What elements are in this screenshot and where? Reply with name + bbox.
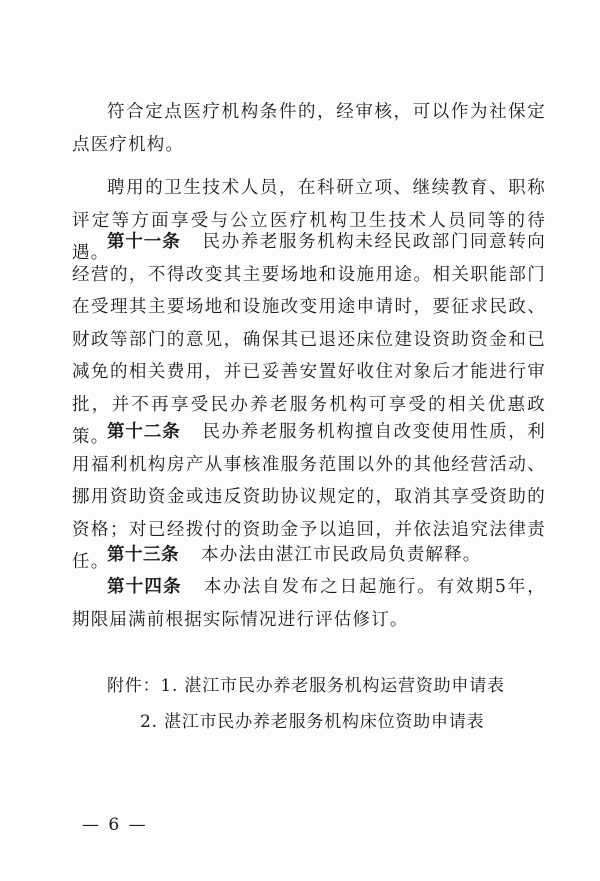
paragraph-designated-medical: 符合定点医疗机构条件的，经审核，可以作为社保定点医疗机构。 [72,102,546,155]
attachment-label: 附件： [107,676,161,696]
paragraph-medical-staff: 聘用的卫生技术人员，在科研立项、继续教育、职称评定等方面享受与公立医疗机构卫生技术人员同等的待遇。 [72,178,546,263]
article-12-number: 第十二条 [107,422,181,442]
article-14-text: 本办法自发布之日起施行。有效期5年，期限届满前根据实际情况进行评估修订。 [72,577,546,630]
page-number: — 6 — [82,815,148,835]
attachment-line-1 [107,671,505,701]
article-11-number: 第十一条 [107,232,181,252]
article-11-text: 民办养老服务机构未经民政部门同意转向经营的，不得改变其主要场地和设施用途。相关职能部门在受理其主要场地和设施改变用途申请时，要征求民政、财政等部门的意见，确保其已退还床位建设资助资金和已减免的相关费用，并已妥善安置好收住对象后才能进行审批，并不再享受民办养老服务机构可享受的相关优惠政策。 [72,232,547,447]
article-13 [72,539,546,572]
article-14-number: 第十四条 [107,577,182,597]
article-12-text: 民办养老服务机构擅自改变使用性质，利用福利机构房产从事核准服务范围以外的其他经营活动、挪用资助资金或违反资助协议规定的，取消其享受资助的资格；对已经拨付的资助金予以追回，并依法追究法律责任。 [72,422,547,572]
attachment-item-1: 1. 湛江市民办养老服务机构运营资助申请表 [160,676,505,696]
article-14 [72,571,546,636]
article-13-text: 本办法由湛江市民政局负责解释。 [201,545,482,565]
article-13-number: 第十三条 [107,545,179,565]
attachment-item-2: 2. 湛江市民办养老服务机构床位资助申请表 [140,712,485,732]
